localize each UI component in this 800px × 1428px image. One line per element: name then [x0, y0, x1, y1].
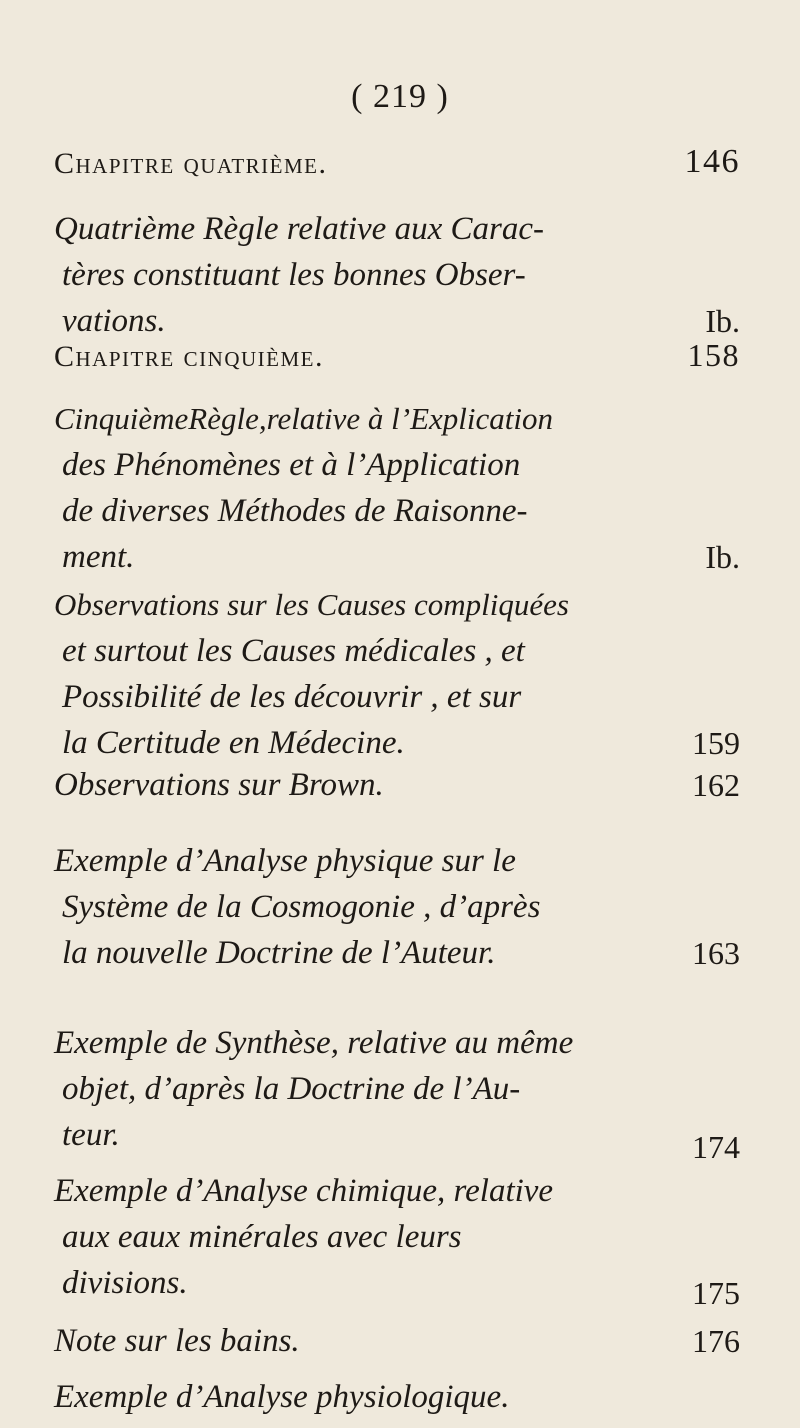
toc-entry: [54, 1168, 740, 1311]
entry-line: Chapitre quatrième.: [54, 147, 328, 180]
entry-line: aux eaux minérales avec leurs: [62, 1219, 462, 1255]
page-number: ( 219 ): [351, 78, 449, 115]
entry-line: la Certitude en Médecine.: [62, 725, 405, 761]
toc-entry: [54, 762, 740, 808]
page-reference: 163: [692, 935, 740, 971]
entry-line: Possibilité de les découvrir , et sur: [62, 679, 522, 715]
entry-line: CinquièmeRègle,relative à l’Explication: [54, 401, 553, 436]
page-reference: 162: [692, 767, 740, 803]
toc-entry-chapter-4: [54, 143, 740, 181]
entry-line: Observations sur les Causes compliquées: [54, 587, 569, 622]
entry-line: vations.: [62, 303, 166, 339]
entry-line: de diverses Méthodes de Raisonne-: [62, 493, 528, 529]
toc-entry: [54, 1374, 740, 1420]
entry-line: Exemple de Synthèse, relative au même: [54, 1025, 574, 1061]
page-reference: 158: [687, 337, 740, 373]
entry-line: tères constituant les bonnes Obser-: [62, 257, 526, 293]
page-reference: 174: [692, 1129, 740, 1165]
entry-line: Exemple d’Analyse physique sur le: [54, 843, 516, 879]
page-reference: 146: [684, 143, 740, 180]
toc-entry: [54, 1020, 740, 1165]
page-reference: 175: [692, 1275, 740, 1311]
toc-entry: [54, 206, 740, 344]
entry-line: Chapitre cinquième.: [54, 340, 324, 373]
toc-entry-chapter-5: [54, 337, 740, 374]
entry-line: et surtout les Causes médicales , et: [62, 633, 525, 669]
page-reference: 159: [692, 725, 740, 761]
entry-line: Note sur les bains.: [54, 1323, 300, 1359]
entry-line: ment.: [62, 539, 135, 575]
toc-entry: [54, 582, 740, 766]
entry-line: teur.: [62, 1117, 120, 1153]
toc-entry: [54, 396, 740, 580]
toc-entry: [54, 1318, 740, 1364]
entry-line: divisions.: [62, 1265, 188, 1301]
entry-line: Système de la Cosmogonie , d’après: [62, 889, 541, 925]
toc-entry: [54, 838, 740, 976]
page-reference: 176: [692, 1323, 740, 1359]
entry-line: Exemple d’Analyse chimique, relative: [54, 1173, 554, 1209]
entry-line: la nouvelle Doctrine de l’Auteur.: [62, 935, 496, 971]
entry-line: Observations sur Brown.: [54, 767, 384, 803]
page-reference: Ib.: [705, 539, 740, 575]
entry-line: Quatrième Règle relative aux Carac-: [54, 211, 544, 247]
entry-line: des Phénomènes et à l’Application: [62, 447, 521, 483]
page-reference: Ib.: [705, 303, 740, 339]
entry-line: objet, d’après la Doctrine de l’Au-: [62, 1071, 521, 1107]
entry-line: Exemple d’Analyse physiologique.: [54, 1379, 510, 1415]
